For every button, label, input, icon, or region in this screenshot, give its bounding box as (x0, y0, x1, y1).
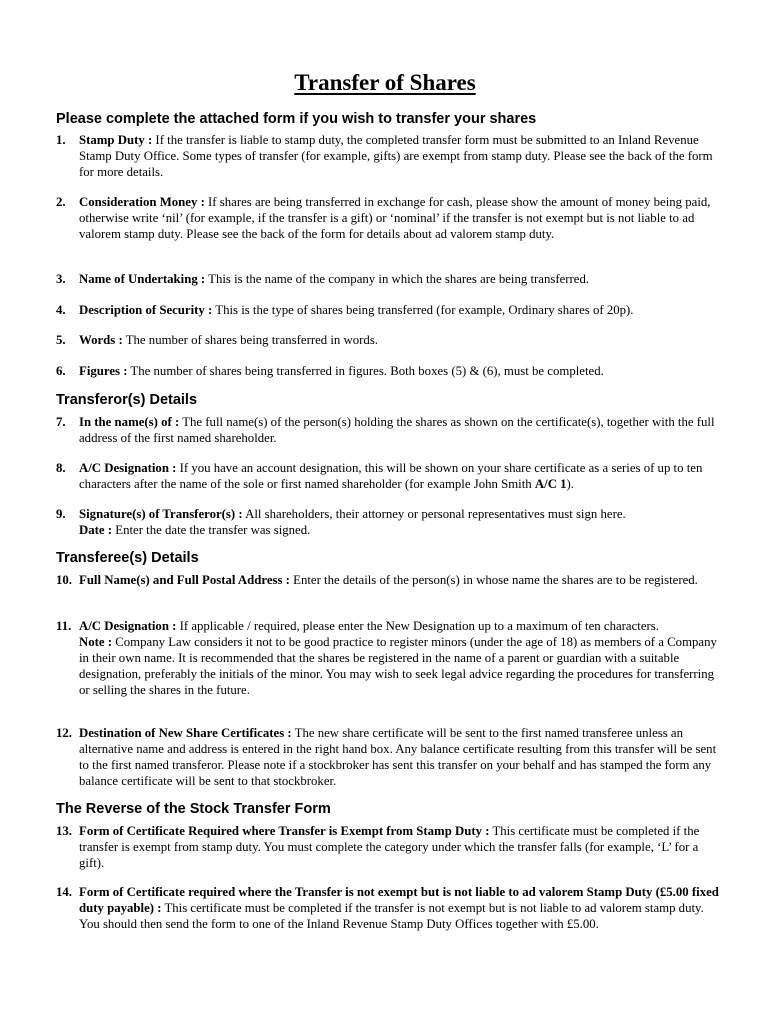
item-text: If you have an account designation, this will be shown on your share certificate as a series of up to ten characters after the name of the sole or first named shareholder (for example John Smith (79, 461, 703, 491)
item-label: A/C Designation : (79, 461, 177, 475)
item-text: This is the type of shares being transferred (for example, Ordinary shares of 20p). (212, 303, 634, 317)
item-number: 12. (56, 726, 72, 740)
item-text: If shares are being transferred in exchange for cash, please show the amount of money being paid, otherwise write ‘nil’ (for example, if the transfer is a gift) or ‘nominal’ if the transfer is not exempt but is not liable to ad valorem stamp duty. Please see the back of the form for details about ad valorem stamp duty. (79, 195, 711, 241)
item-label: Description of Security : (79, 303, 213, 317)
item-text-2: Company Law considers it not to be good practice to register minors (under the age of 18) as members of a Company in their own name. It is recommended that the shares be registered in the name of a parent or guardian with a suitable designation, preferably the initials of the minor. You may wish to seek legal advice regarding the procedures for transferring or selling the shares in the future. (79, 635, 717, 697)
item-number: 6. (56, 364, 66, 378)
list-item (56, 506, 724, 538)
item-number: 11. (56, 619, 72, 633)
item-number: 4. (56, 303, 66, 317)
item-label: Words : (79, 333, 123, 347)
list-item (56, 363, 724, 379)
item-text: If the transfer is liable to stamp duty, the completed transfer form must be submitted to an Inland Revenue Stamp Duty Office. Some types of transfer (for example, gifts) are exempt from stamp duty. Please see the back of the form for more details. (79, 133, 713, 179)
item-text: If applicable / required, please enter the New Designation up to a maximum of ten characters. (176, 619, 659, 633)
item-text: Enter the details of the person(s) in whose name the shares are to be registered. (289, 573, 698, 587)
item-emphasis: A/C 1 (534, 477, 567, 491)
list-item (56, 725, 724, 789)
transferee-heading: Transferee(s) Details (56, 550, 199, 566)
transferor-heading: Transferor(s) Details (56, 392, 198, 408)
list-item (56, 460, 724, 492)
item-text: The new share certificate will be sent to the first named transferee unless an alternative name and address is entered in the right hand box. Any balance certificate resulting from this transfer will be sent to the first named transferor. Please note if a stockbroker has sent this transfer on your behalf and has stamped the form any balance certificate will be sent to that stockbroker. (79, 726, 717, 788)
page-title: Transfer of Shares (294, 70, 476, 95)
item-number: 8. (56, 461, 66, 475)
list-item (56, 271, 724, 287)
item-label: In the name(s) of : (79, 415, 180, 429)
item-text: This is the name of the company in which the shares are being transferred. (205, 272, 590, 286)
item-number: 13. (56, 824, 72, 838)
item-label: Form of Certificate required where the Transfer is not exempt but is not liable to ad valorem Stamp Duty (£5.00 fixed duty payable) : (79, 885, 719, 915)
item-text: The number of shares being transferred in figures. Both boxes (5) & (6), must be completed. (127, 364, 604, 378)
item-number: 10. (56, 573, 72, 587)
list-item (56, 618, 724, 698)
item-label: Signature(s) of Transferor(s) : (79, 507, 243, 521)
list-item (56, 572, 724, 588)
item-number: 2. (56, 195, 66, 209)
item-text: All shareholders, their attorney or personal representatives must sign here. (242, 507, 626, 521)
item-label: Name of Undertaking : (79, 272, 206, 286)
item-text: This certificate must be completed if the transfer is not exempt but is not liable to ad valorem stamp duty. You should then send the form to one of the Inland Revenue Stamp Duty Offices together with £5.00. (79, 901, 704, 931)
item-label: A/C Designation : (79, 619, 177, 633)
item-label: Stamp Duty : (79, 133, 153, 147)
item-text: The full name(s) of the person(s) holding the shares as shown on the certificate(s), together with the full address of the first named shareholder. (79, 415, 715, 445)
item-tail: ). (566, 477, 575, 491)
item-number: 7. (56, 415, 66, 429)
item-text: The number of shares being transferred in words. (122, 333, 379, 347)
item-number: 3. (56, 272, 66, 286)
item-label: Full Name(s) and Full Postal Address : (79, 573, 290, 587)
list-item (56, 194, 724, 242)
item-number: 5. (56, 333, 66, 347)
item-label: Consideration Money : (79, 195, 205, 209)
intro-heading: Please complete the attached form if you wish to transfer your shares (56, 111, 537, 127)
list-item (56, 132, 724, 180)
item-label-2: Date : (79, 523, 113, 537)
list-item (56, 884, 724, 932)
item-label: Figures : (79, 364, 128, 378)
item-number: 9. (56, 507, 66, 521)
list-item (56, 823, 724, 871)
reverse-heading: The Reverse of the Stock Transfer Form (56, 801, 331, 817)
item-label: Destination of New Share Certificates : (79, 726, 292, 740)
item-label-2: Note : (79, 635, 113, 649)
list-item (56, 414, 724, 446)
item-number: 14. (56, 885, 72, 899)
item-text-2: Enter the date the transfer was signed. (112, 523, 311, 537)
item-text: This certificate must be completed if the transfer is exempt from stamp duty. You must complete the category under which the transfer falls (for example, ‘L’ for a gift). (79, 824, 700, 870)
list-item (56, 332, 724, 348)
item-number: 1. (56, 133, 66, 147)
item-label: Form of Certificate Required where Transfer is Exempt from Stamp Duty : (79, 824, 490, 838)
list-item (56, 302, 724, 318)
